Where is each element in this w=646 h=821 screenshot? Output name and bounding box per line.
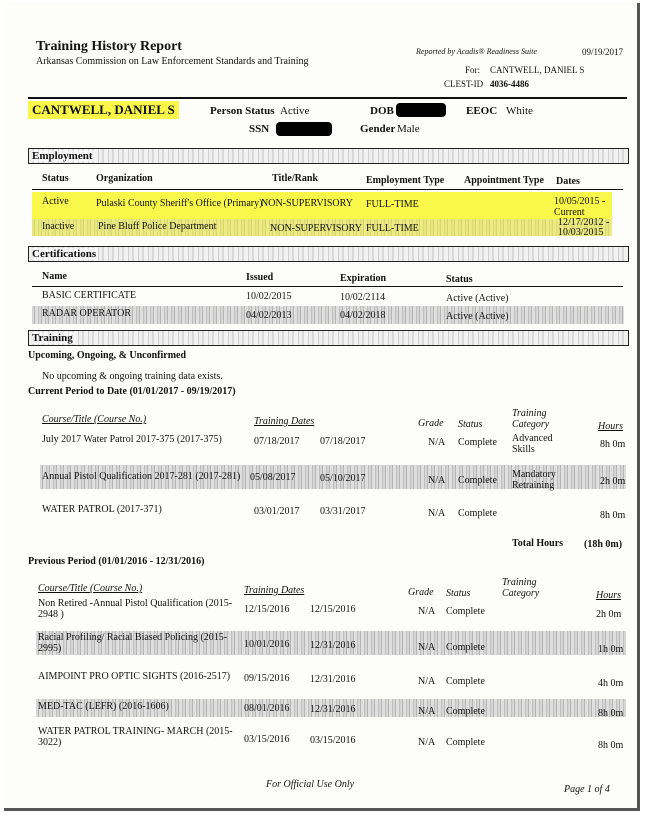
previous-col-category-2: Category <box>502 588 540 599</box>
previous-row-2-course-line-2: 2995) <box>38 643 62 654</box>
cert-col-issued: Issued <box>246 272 274 283</box>
previous-row-1-course-line-2: 2948 ) <box>38 609 64 620</box>
current-row-3-grade: N/A <box>428 508 446 519</box>
employment-row-1-title: NON-SUPERVISORY <box>261 198 353 209</box>
current-row-3-end: 03/31/2017 <box>320 506 366 517</box>
employment-row-1-dates-end: Current <box>554 207 585 218</box>
agency-name: Arkansas Commission on Law Enforcement Standards and Training <box>36 56 309 67</box>
current-row-1-start: 07/18/2017 <box>254 436 300 447</box>
previous-row-4-start: 08/01/2016 <box>244 703 290 714</box>
ssn-redaction <box>276 122 332 136</box>
employment-col-appointment: Appointment Type <box>464 175 544 186</box>
previous-row-3-start: 09/15/2016 <box>244 673 290 684</box>
employment-row-1-status: Active <box>42 196 69 207</box>
previous-row-3-course: AIMPOINT PRO OPTIC SIGHTS (2016-2517) <box>38 671 231 682</box>
cert-row-2-issued: 04/02/2013 <box>246 310 292 321</box>
upcoming-text: No upcoming & ongoing training data exists. <box>42 371 223 382</box>
training-section-label: Training <box>32 332 73 344</box>
report-date: 09/19/2017 <box>582 47 624 57</box>
cert-row-1-status: Active (Active) <box>446 293 509 304</box>
certifications-section-label: Certifications <box>32 248 97 260</box>
current-row-1-status: Complete <box>458 437 497 448</box>
person-status: Active <box>280 105 310 117</box>
current-row-1-grade: N/A <box>428 437 446 448</box>
current-row-2-start: 05/08/2017 <box>250 472 296 483</box>
previous-col-hours: Hours <box>596 590 622 601</box>
employment-col-type: Employment Type <box>366 175 445 186</box>
person-status-label: Person Status <box>210 105 275 117</box>
previous-row-3-end: 12/31/2016 <box>310 674 356 685</box>
cert-row-1-issued: 10/02/2015 <box>246 291 292 302</box>
previous-period-heading: Previous Period (01/01/2016 - 12/31/2016) <box>28 556 205 567</box>
person-name: CANTWELL, DANIEL S <box>28 101 179 119</box>
current-row-2-grade: N/A <box>428 475 446 486</box>
clest-id: 4036-4486 <box>490 79 529 89</box>
previous-row-1-hours: 2h 0m <box>596 609 622 620</box>
current-row-3-course: WATER PATROL (2017-371) <box>42 504 162 515</box>
previous-row-5-course-line-1: WATER PATROL TRAINING- MARCH (2015- <box>38 726 233 737</box>
gender-value: Male <box>397 123 420 135</box>
current-col-grade: Grade <box>418 418 444 429</box>
previous-row-2-course-line-1: Racial Profiling/ Racial Biased Policing (2015- <box>38 632 228 643</box>
employment-section-label: Employment <box>32 150 93 162</box>
previous-row-4-end: 12/31/2016 <box>310 704 356 715</box>
current-row-1-course: July 2017 Water Patrol 2017-375 (2017-375) <box>42 434 222 445</box>
previous-row-1-status: Complete <box>446 606 485 617</box>
clest-label: CLEST-ID <box>444 79 484 89</box>
employment-col-title: Title/Rank <box>272 173 318 184</box>
cert-header-rule <box>32 286 623 287</box>
eeoc-value: White <box>506 105 533 117</box>
previous-row-4-hours: 8h 0m <box>598 708 624 719</box>
previous-row-5-hours: 8h 0m <box>598 740 624 751</box>
cert-col-name: Name <box>42 271 67 282</box>
dob-label: DOB <box>370 105 394 117</box>
previous-row-1-grade: N/A <box>418 606 436 617</box>
footer-official-use: For Official Use Only <box>266 779 355 790</box>
current-col-status: Status <box>458 419 483 430</box>
current-row-1-end: 07/18/2017 <box>320 436 366 447</box>
report-page <box>4 3 640 811</box>
report-title: Training History Report <box>36 39 182 54</box>
previous-row-5-start: 03/15/2016 <box>244 734 290 745</box>
for-label: For: <box>465 65 481 75</box>
previous-row-3-status: Complete <box>446 676 485 687</box>
current-row-2-end: 05/10/2017 <box>320 473 366 484</box>
total-hours-value: (18h 0m) <box>584 539 623 550</box>
current-col-category-1: Training <box>512 408 547 419</box>
reported-by: Reported by Acadis® Readiness Suite <box>416 47 538 56</box>
cert-row-2-name: RADAR OPERATOR <box>42 308 131 319</box>
header-rule <box>28 97 627 99</box>
previous-row-3-hours: 4h 0m <box>598 678 624 689</box>
current-row-2-category-1: Mandatory <box>512 469 556 480</box>
previous-col-course: Course/Title (Course No.) <box>38 583 143 594</box>
ssn-label: SSN <box>249 123 270 135</box>
current-row-3-start: 03/01/2017 <box>254 506 300 517</box>
employment-row-1-type: FULL-TIME <box>366 199 419 210</box>
current-col-course: Course/Title (Course No.) <box>42 414 147 425</box>
previous-row-2-end: 12/31/2016 <box>310 640 356 651</box>
cert-col-status: Status <box>446 274 473 285</box>
previous-row-1-course-line-1: Non Retired -Annual Pistol Qualification (2015- <box>38 598 233 609</box>
previous-row-3-grade: N/A <box>418 676 436 687</box>
current-period-heading: Current Period to Date (01/01/2017 - 09/19/2017) <box>28 386 236 397</box>
previous-row-1-end: 12/15/2016 <box>310 604 356 615</box>
footer-page-number: Page 1 of 4 <box>564 784 610 795</box>
cert-row-2-status: Active (Active) <box>446 311 509 322</box>
certifications-section-header <box>28 246 629 262</box>
current-col-hours: Hours <box>598 421 624 432</box>
gender-label: Gender <box>360 123 396 135</box>
previous-row-5-course-line-2: 3022) <box>38 737 62 748</box>
previous-row-4-grade: N/A <box>418 706 436 717</box>
current-row-1-category-1: Advanced <box>512 433 553 444</box>
current-row-3-hours: 8h 0m <box>600 510 626 521</box>
previous-row-2-grade: N/A <box>418 642 436 653</box>
previous-row-4-status: Complete <box>446 706 485 717</box>
current-row-2-status: Complete <box>458 475 497 486</box>
employment-col-organization: Organization <box>96 173 153 184</box>
previous-row-2-status: Complete <box>446 642 485 653</box>
cert-row-1-expiration: 10/02/2114 <box>340 292 386 303</box>
employment-header-rule <box>32 189 623 190</box>
for-name: CANTWELL, DANIEL S <box>490 65 585 75</box>
upcoming-heading: Upcoming, Ongoing, & Unconfirmed <box>28 350 187 361</box>
previous-row-5-grade: N/A <box>418 737 436 748</box>
employment-row-2-dates-start: 12/17/2012 - <box>558 217 610 228</box>
previous-row-1-start: 12/15/2016 <box>244 604 290 615</box>
employment-row-2-dates-end: 10/03/2015 <box>558 227 604 238</box>
previous-row-2-start: 10/01/2016 <box>244 639 290 650</box>
previous-col-grade: Grade <box>408 587 434 598</box>
training-section-header <box>28 330 629 346</box>
employment-section-header <box>28 148 629 164</box>
current-col-dates: Training Dates <box>254 416 315 427</box>
employment-col-status: Status <box>42 173 69 184</box>
total-hours-label: Total Hours <box>512 538 564 549</box>
cert-row-1-name: BASIC CERTIFICATE <box>42 290 137 301</box>
employment-row-2-organization: Pine Bluff Police Department <box>98 221 217 232</box>
current-row-1-category-2: Skills <box>512 444 535 455</box>
current-row-3-status: Complete <box>458 508 497 519</box>
current-col-category-2: Category <box>512 419 550 430</box>
current-row-2-hours: 2h 0m <box>600 476 626 487</box>
dob-redaction <box>396 103 446 117</box>
previous-col-status: Status <box>446 588 471 599</box>
previous-row-5-end: 03/15/2016 <box>310 735 356 746</box>
employment-row-2-type: FULL-TIME <box>366 223 419 234</box>
employment-row-2-title: NON-SUPERVISORY <box>270 223 362 234</box>
cert-row-2-expiration: 04/02/2018 <box>340 310 386 321</box>
previous-row-4-course: MED-TAC (LEFR) (2016-1606) <box>38 701 169 712</box>
previous-row-2-hours: 1h 0m <box>598 644 624 655</box>
current-row-1-hours: 8h 0m <box>600 439 626 450</box>
eeoc-label: EEOC <box>466 105 498 117</box>
employment-row-1-organization: Pulaski County Sheriff's Office (Primary) <box>96 198 263 209</box>
previous-col-category-1: Training <box>502 577 537 588</box>
current-row-2-course: Annual Pistol Qualification 2017-281 (2017-281) <box>42 471 241 482</box>
cert-col-expiration: Expiration <box>340 273 387 284</box>
employment-row-2-status: Inactive <box>42 221 75 232</box>
employment-col-dates: Dates <box>556 176 580 187</box>
previous-row-5-status: Complete <box>446 737 485 748</box>
employment-row-1-dates-start: 10/05/2015 - <box>554 196 606 207</box>
previous-col-dates: Training Dates <box>244 585 305 596</box>
current-row-2-category-2: Retraining <box>512 480 555 491</box>
